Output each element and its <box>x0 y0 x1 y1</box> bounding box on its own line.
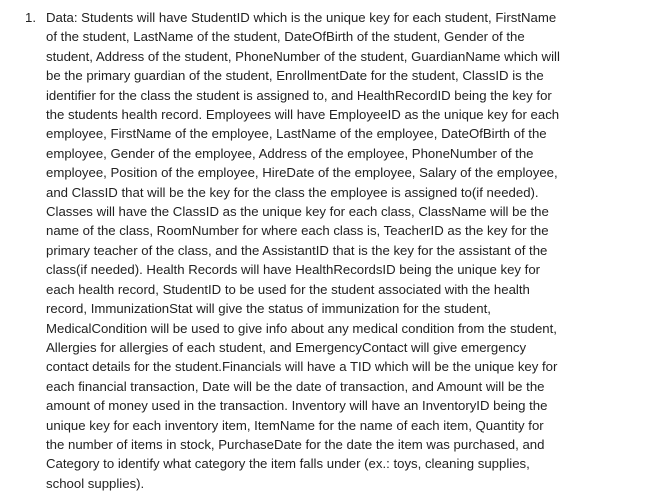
paragraph-line: each financial transaction, Date will be the date of transaction, and Amount will be the <box>46 378 545 394</box>
paragraph-line: name of the class, RoomNumber for where each class is, TeacherID as the key for the <box>46 223 549 239</box>
paragraph-line: class(if needed). Health Records will have HealthRecordsID being the unique key for <box>46 262 541 278</box>
paragraph-line: of the student, LastName of the student, DateOfBirth of the student, Gender of the <box>46 29 525 45</box>
list-item-paragraph <box>46 8 646 493</box>
paragraph-line: unique key for each inventory item, ItemName for the name of each item, Quantity for <box>46 417 544 433</box>
paragraph-line: Data: Students will have StudentID which is the unique key for each student, FirstName <box>46 10 557 25</box>
paragraph-line: the students health record. Employees will have EmployeeID as the unique key for each <box>46 107 560 123</box>
paragraph-line: Allergies for allergies of each student, and EmergencyContact will give emergency <box>46 339 527 355</box>
paragraph-line: MedicalCondition will be used to give info about any medical condition from the student, <box>46 320 557 336</box>
paragraph-line: amount of money used in the transaction. Inventory will have an InventoryID being the <box>46 398 548 414</box>
paragraph-line: employee, FirstName of the employee, LastName of the employee, DateOfBirth of the <box>46 126 547 142</box>
paragraph-line: and ClassID that will be the key for the class the employee is assigned to(if needed). <box>46 184 539 200</box>
paragraph-line: Classes will have the ClassID as the unique key for each class, ClassName will be the <box>46 204 549 220</box>
paragraph-line: the number of items in stock, PurchaseDate for the date the item was purchased, and <box>46 436 545 452</box>
list-item-number: 1. <box>25 10 36 25</box>
paragraph-line: Category to identify what category the item falls under (ex.: toys, cleaning supplies, <box>46 456 530 472</box>
paragraph-line: contact details for the student.Financials will have a TID which will be the unique key for <box>46 359 558 375</box>
paragraph-line: school supplies). <box>46 475 145 491</box>
paragraph-line: be the primary guardian of the student, EnrollmentDate for the student, ClassID is the <box>46 68 544 84</box>
paragraph-line: student, Address of the student, PhoneNumber of the student, GuardianName which will <box>46 48 560 64</box>
paragraph-line: identifier for the class the student is assigned to, and HealthRecordID being the key for <box>46 87 552 103</box>
paragraph-line: record, ImmunizationStat will give the status of immunization for the student, <box>46 301 491 317</box>
paragraph-line: primary teacher of the class, and the AssistantID that is the key for the assistant of the <box>46 242 548 258</box>
paragraph-line: employee, Position of the employee, HireDate of the employee, Salary of the employee, <box>46 165 558 181</box>
paragraph-line: employee, Gender of the employee, Address of the employee, PhoneNumber of the <box>46 145 534 161</box>
paragraph-line: each health record, StudentID to be used for the student associated with the health <box>46 281 530 297</box>
